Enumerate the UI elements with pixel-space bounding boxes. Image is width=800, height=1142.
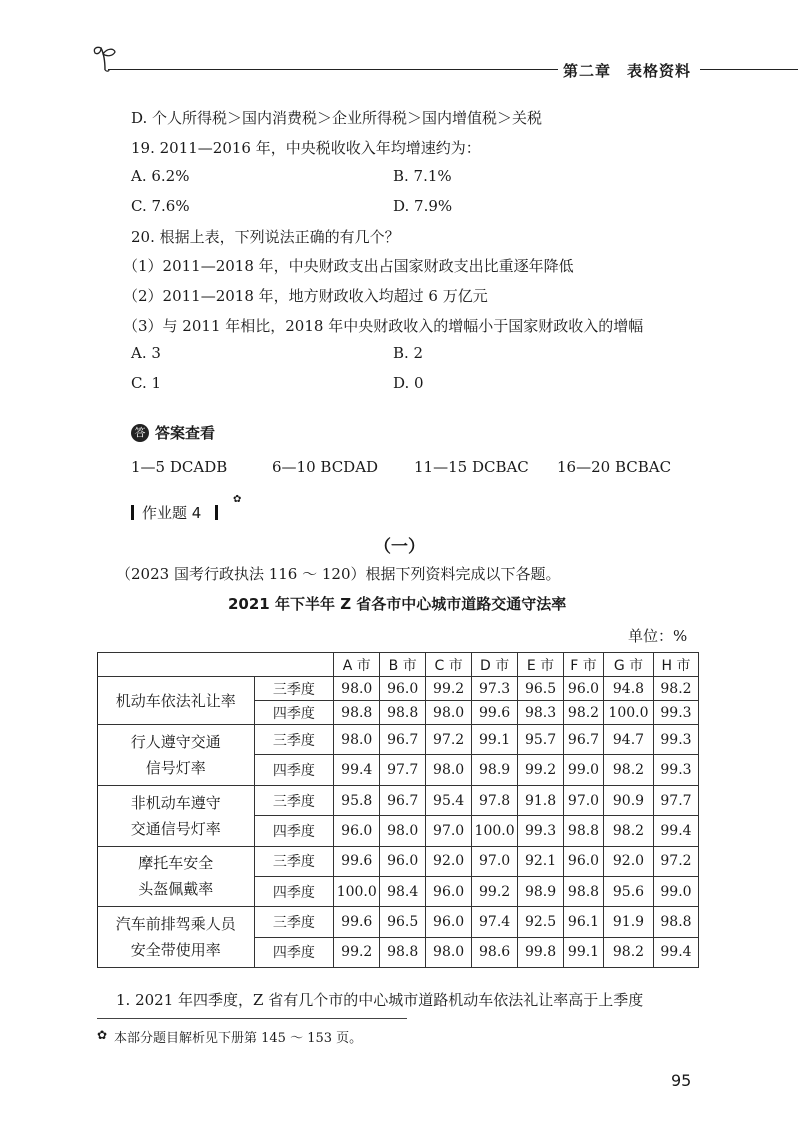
- answer-group-4: 16—20 BCBAC: [557, 458, 672, 476]
- value-cell: 98.2: [564, 701, 604, 725]
- column-header: H 市: [653, 653, 698, 677]
- value-cell: 98.0: [426, 701, 472, 725]
- value-cell: 96.5: [518, 677, 564, 701]
- value-cell: 99.4: [334, 755, 380, 785]
- footnote-marker: ✿: [233, 494, 242, 505]
- value-cell: 98.0: [334, 725, 380, 755]
- quarter-cell: 四季度: [254, 701, 334, 725]
- table-row: [98, 725, 699, 755]
- header-rule-right: [700, 69, 798, 70]
- value-cell: 99.6: [334, 846, 380, 876]
- quarter-cell: 三季度: [254, 785, 334, 815]
- value-cell: 99.6: [472, 701, 518, 725]
- header-corner: [98, 653, 334, 677]
- quarter-cell: 四季度: [254, 755, 334, 785]
- value-cell: 99.4: [653, 937, 698, 967]
- question-1: 1. 2021 年四季度，Z 省有几个市的中心城市道路机动车依法礼让率高于上季度: [116, 991, 644, 1009]
- value-cell: 96.7: [380, 785, 426, 815]
- value-cell: 96.0: [426, 907, 472, 937]
- value-cell: 100.0: [472, 816, 518, 846]
- quarter-cell: 三季度: [254, 677, 334, 701]
- answer-heading: 答案查看: [155, 424, 216, 442]
- homework-title: 作业题 4: [142, 504, 202, 522]
- value-cell: 97.0: [426, 816, 472, 846]
- value-cell: 97.2: [426, 725, 472, 755]
- page-number: 95: [671, 1071, 692, 1090]
- value-cell: 99.3: [653, 755, 698, 785]
- q19-option-b: B. 7.1%: [393, 167, 452, 185]
- value-cell: 98.3: [518, 701, 564, 725]
- quarter-cell: 三季度: [254, 907, 334, 937]
- table-row: [98, 677, 699, 701]
- chapter-title: 第二章 表格资料: [563, 62, 692, 80]
- value-cell: 98.9: [472, 755, 518, 785]
- value-cell: 99.2: [334, 937, 380, 967]
- value-cell: 98.0: [380, 816, 426, 846]
- value-cell: 90.9: [603, 785, 653, 815]
- category-cell: [98, 725, 255, 786]
- category-cell: [98, 907, 255, 968]
- value-cell: 96.0: [564, 677, 604, 701]
- column-header: E 市: [518, 653, 564, 677]
- value-cell: 100.0: [334, 876, 380, 906]
- value-cell: 96.7: [564, 725, 604, 755]
- value-cell: 96.1: [564, 907, 604, 937]
- category-cell: [98, 785, 255, 846]
- footnote-text: 本部分题目解析见下册第 145 ～ 153 页。: [114, 1031, 363, 1046]
- value-cell: 98.0: [426, 755, 472, 785]
- q20-option-c: C. 1: [131, 374, 162, 392]
- column-header: F 市: [564, 653, 604, 677]
- value-cell: 91.8: [518, 785, 564, 815]
- value-cell: 98.8: [564, 816, 604, 846]
- value-cell: 95.4: [426, 785, 472, 815]
- value-cell: 95.7: [518, 725, 564, 755]
- value-cell: 99.0: [653, 876, 698, 906]
- quarter-cell: 四季度: [254, 937, 334, 967]
- homework-intro: （2023 国考行政执法 116 ～ 120）根据下列资料完成以下各题。: [116, 565, 561, 583]
- value-cell: 99.8: [518, 937, 564, 967]
- q19-option-c: C. 7.6%: [131, 197, 190, 215]
- category-cell: [98, 846, 255, 907]
- data-table: [97, 652, 699, 968]
- category-label-line1: 非机动车遵守: [130, 793, 221, 812]
- value-cell: 98.4: [380, 876, 426, 906]
- value-cell: 99.2: [472, 876, 518, 906]
- q19-option-d: D. 7.9%: [393, 197, 453, 215]
- value-cell: 97.0: [564, 785, 604, 815]
- value-cell: 98.2: [603, 937, 653, 967]
- q20-option-b: B. 2: [393, 344, 424, 362]
- table-row: [98, 907, 699, 937]
- category-label: 机动车依法礼让率: [115, 691, 236, 710]
- value-cell: 98.2: [653, 677, 698, 701]
- value-cell: 92.5: [518, 907, 564, 937]
- value-cell: 100.0: [603, 701, 653, 725]
- footnote-icon: ✿: [97, 1028, 108, 1042]
- value-cell: 96.0: [380, 846, 426, 876]
- value-cell: 98.8: [380, 937, 426, 967]
- q20-option-a: A. 3: [131, 344, 161, 362]
- value-cell: 97.7: [653, 785, 698, 815]
- category-label-line2: 头盔佩戴率: [138, 880, 214, 899]
- footnote-rule: [97, 1018, 407, 1019]
- value-cell: 99.1: [472, 725, 518, 755]
- table-title: 2021 年下半年 Z 省各市中心城市道路交通守法率: [228, 595, 567, 613]
- answer-icon: 答: [131, 424, 149, 442]
- value-cell: 99.3: [653, 725, 698, 755]
- q19-stem: 19. 2011—2016 年，中央税收收入年均增速约为：: [131, 139, 481, 157]
- value-cell: 98.9: [518, 876, 564, 906]
- header-rule-left: [108, 69, 558, 70]
- column-header: B 市: [380, 653, 426, 677]
- value-cell: 96.0: [334, 816, 380, 846]
- value-cell: 98.8: [564, 876, 604, 906]
- value-cell: 95.8: [334, 785, 380, 815]
- heading-bar-right: [215, 505, 218, 520]
- value-cell: 94.8: [603, 677, 653, 701]
- answer-group-3: 11—15 DCBAC: [414, 458, 529, 476]
- table-row: [98, 846, 699, 876]
- value-cell: 98.0: [334, 677, 380, 701]
- heading-bar-left: [131, 505, 134, 520]
- q20-statement-2: （2）2011—2018 年，地方财政收入均超过 6 万亿元: [123, 287, 488, 305]
- value-cell: 98.2: [603, 816, 653, 846]
- value-cell: 96.5: [380, 907, 426, 937]
- column-header: D 市: [472, 653, 518, 677]
- value-cell: 92.0: [426, 846, 472, 876]
- value-cell: 97.8: [472, 785, 518, 815]
- table-header-row: [98, 653, 699, 677]
- answer-group-1: 1—5 DCADB: [131, 458, 228, 476]
- value-cell: 98.8: [380, 701, 426, 725]
- column-header: A 市: [334, 653, 380, 677]
- value-cell: 99.3: [518, 816, 564, 846]
- q20-stem: 20. 根据上表，下列说法正确的有几个？: [131, 228, 400, 246]
- value-cell: 97.3: [472, 677, 518, 701]
- q20-statement-1: （1）2011—2018 年，中央财政支出占国家财政支出比重逐年降低: [123, 257, 574, 275]
- category-label-line2: 安全带使用率: [130, 941, 221, 960]
- section-number: （一）: [374, 537, 425, 557]
- value-cell: 92.1: [518, 846, 564, 876]
- q18-option-d: D. 个人所得税＞国内消费税＞企业所得税＞国内增值税＞关税: [131, 109, 543, 127]
- value-cell: 99.4: [653, 816, 698, 846]
- category-cell: [98, 677, 255, 725]
- value-cell: 97.7: [380, 755, 426, 785]
- value-cell: 98.6: [472, 937, 518, 967]
- category-label-line2: 交通信号灯率: [130, 819, 221, 838]
- value-cell: 96.0: [380, 677, 426, 701]
- value-cell: 97.4: [472, 907, 518, 937]
- quarter-cell: 三季度: [254, 725, 334, 755]
- category-label-line2: 信号灯率: [145, 758, 206, 777]
- category-label-line1: 行人遵守交通: [130, 732, 221, 751]
- quarter-cell: 三季度: [254, 846, 334, 876]
- value-cell: 96.0: [564, 846, 604, 876]
- value-cell: 99.6: [334, 907, 380, 937]
- value-cell: 98.2: [603, 755, 653, 785]
- value-cell: 96.0: [426, 876, 472, 906]
- value-cell: 94.7: [603, 725, 653, 755]
- value-cell: 92.0: [603, 846, 653, 876]
- value-cell: 91.9: [603, 907, 653, 937]
- q19-option-a: A. 6.2%: [131, 167, 190, 185]
- value-cell: 95.6: [603, 876, 653, 906]
- value-cell: 99.2: [518, 755, 564, 785]
- value-cell: 96.7: [380, 725, 426, 755]
- category-label-line1: 汽车前排驾乘人员: [115, 915, 236, 934]
- value-cell: 98.0: [426, 937, 472, 967]
- value-cell: 98.8: [653, 907, 698, 937]
- value-cell: 98.8: [334, 701, 380, 725]
- quarter-cell: 四季度: [254, 876, 334, 906]
- q20-statement-3: （3）与 2011 年相比，2018 年中央财政收入的增幅小于国家财政收入的增幅: [123, 317, 644, 335]
- value-cell: 99.0: [564, 755, 604, 785]
- column-header: C 市: [426, 653, 472, 677]
- column-header: G 市: [603, 653, 653, 677]
- table-unit: 单位：%: [628, 627, 688, 645]
- answer-group-2: 6—10 BCDAD: [272, 458, 379, 476]
- category-label-line1: 摩托车安全: [138, 854, 214, 873]
- value-cell: 97.2: [653, 846, 698, 876]
- quarter-cell: 四季度: [254, 816, 334, 846]
- q20-option-d: D. 0: [393, 374, 424, 392]
- value-cell: 99.1: [564, 937, 604, 967]
- value-cell: 97.0: [472, 846, 518, 876]
- value-cell: 99.2: [426, 677, 472, 701]
- value-cell: 99.3: [653, 701, 698, 725]
- table-row: [98, 785, 699, 815]
